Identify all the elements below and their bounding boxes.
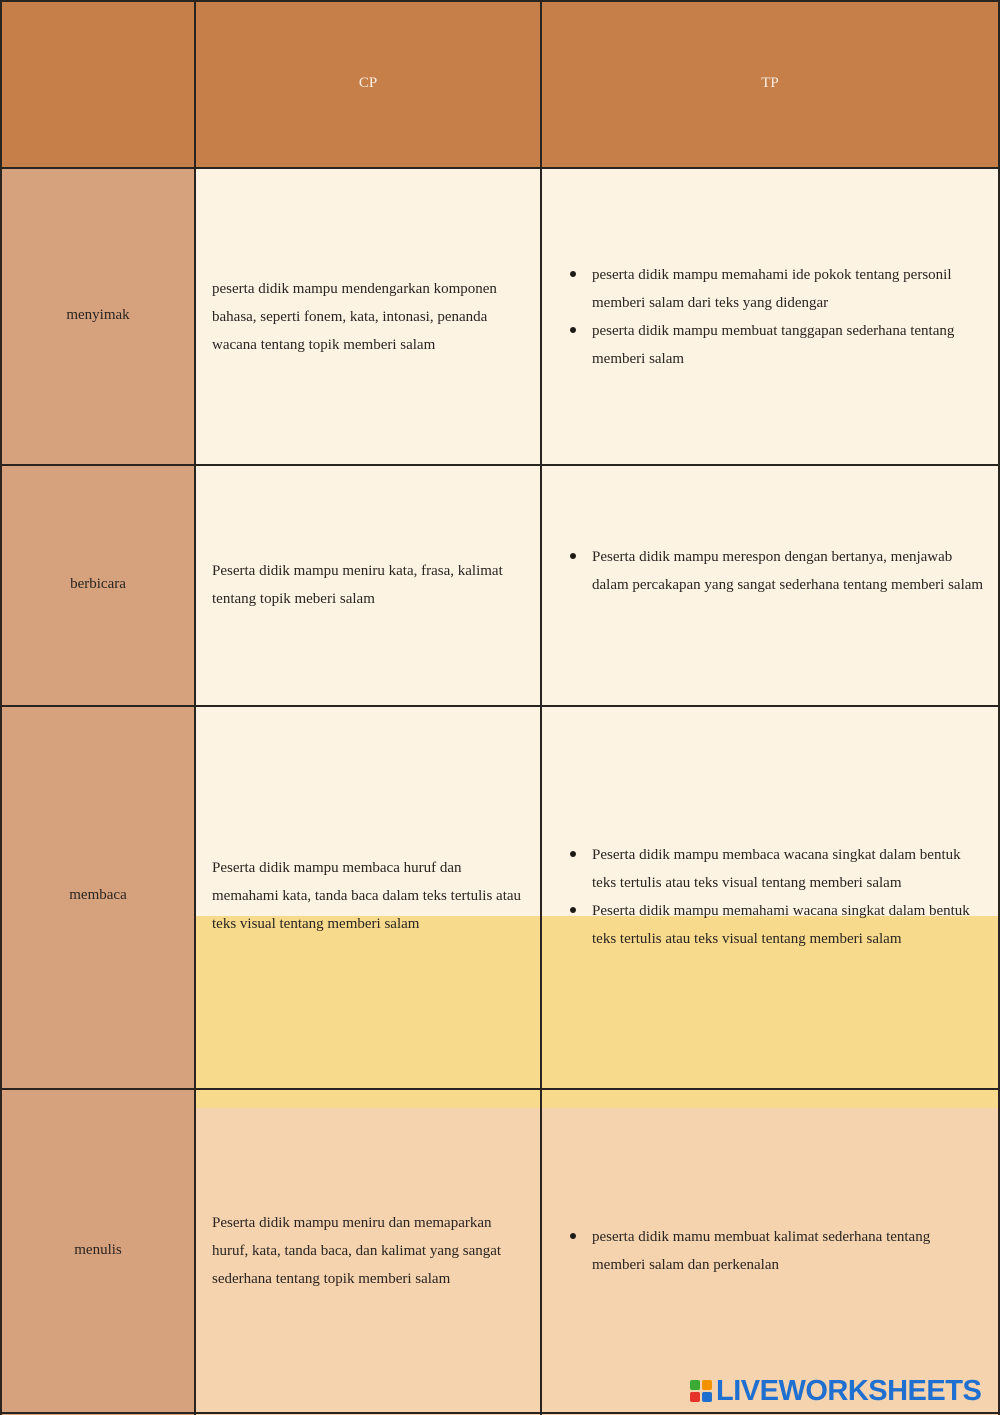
watermark-text: LIVEWORKSHEETS <box>716 1374 982 1407</box>
grid-line <box>540 0 542 1415</box>
liveworksheets-mark-icon <box>690 1380 712 1402</box>
grid-line <box>0 705 1000 707</box>
tp-list <box>570 1223 985 1279</box>
header-tp: TP <box>761 75 779 91</box>
skill-label: membaca <box>69 887 127 903</box>
cp-cell: Peserta didik mampu meniru kata, frasa, kalimat tentang topik meberi salam <box>212 563 503 607</box>
grid-line <box>0 0 1000 2</box>
tp-item: peserta didik mamu membuat kalimat sederhana tentang memberi salam dan perkenalan <box>570 1223 985 1279</box>
header-cp: CP <box>358 75 378 91</box>
grid-line <box>0 1412 1000 1414</box>
tp-item: peserta didik mampu memahami ide pokok tentang personil memberi salam dari teks yang didengar <box>570 261 985 317</box>
skill-label: berbicara <box>70 576 126 592</box>
grid-line <box>0 167 1000 169</box>
skill-label: menyimak <box>66 307 130 323</box>
tp-item: Peserta didik mampu membaca wacana singkat dalam bentuk teks tertulis atau teks visual tentang memberi salam <box>570 841 985 897</box>
skill-column-background <box>0 168 196 1415</box>
cp-cell: peserta didik mampu mendengarkan komponen bahasa, seperti fonem, kata, intonasi, penanda wacana tentang topik memberi salam <box>212 281 497 353</box>
tp-list <box>570 543 985 599</box>
grid-line <box>194 0 196 1415</box>
cp-cell: Peserta didik mampu membaca huruf dan memahami kata, tanda baca dalam teks tertulis atau teks visual tentang memberi salam <box>212 860 522 932</box>
tp-item: peserta didik mampu membuat tanggapan sederhana tentang memberi salam <box>570 317 985 373</box>
grid-line <box>0 1088 1000 1090</box>
cp-cell: Peserta didik mampu meniru dan memaparkan huruf, kata, tanda baca, dan kalimat yang sangat sederhana tentang topik memberi salam <box>212 1215 502 1287</box>
grid-line <box>0 464 1000 466</box>
liveworksheets-logo <box>690 1374 981 1408</box>
tp-list <box>570 841 985 953</box>
tp-list <box>570 261 985 373</box>
tp-item: Peserta didik mampu memahami wacana singkat dalam bentuk teks tertulis atau teks visual tentang memberi salam <box>570 897 985 953</box>
skill-label: menulis <box>74 1242 122 1258</box>
grid-line <box>0 0 2 1415</box>
tp-item: Peserta didik mampu merespon dengan bertanya, menjawab dalam percakapan yang sangat sederhana tentang memberi salam <box>570 543 985 599</box>
